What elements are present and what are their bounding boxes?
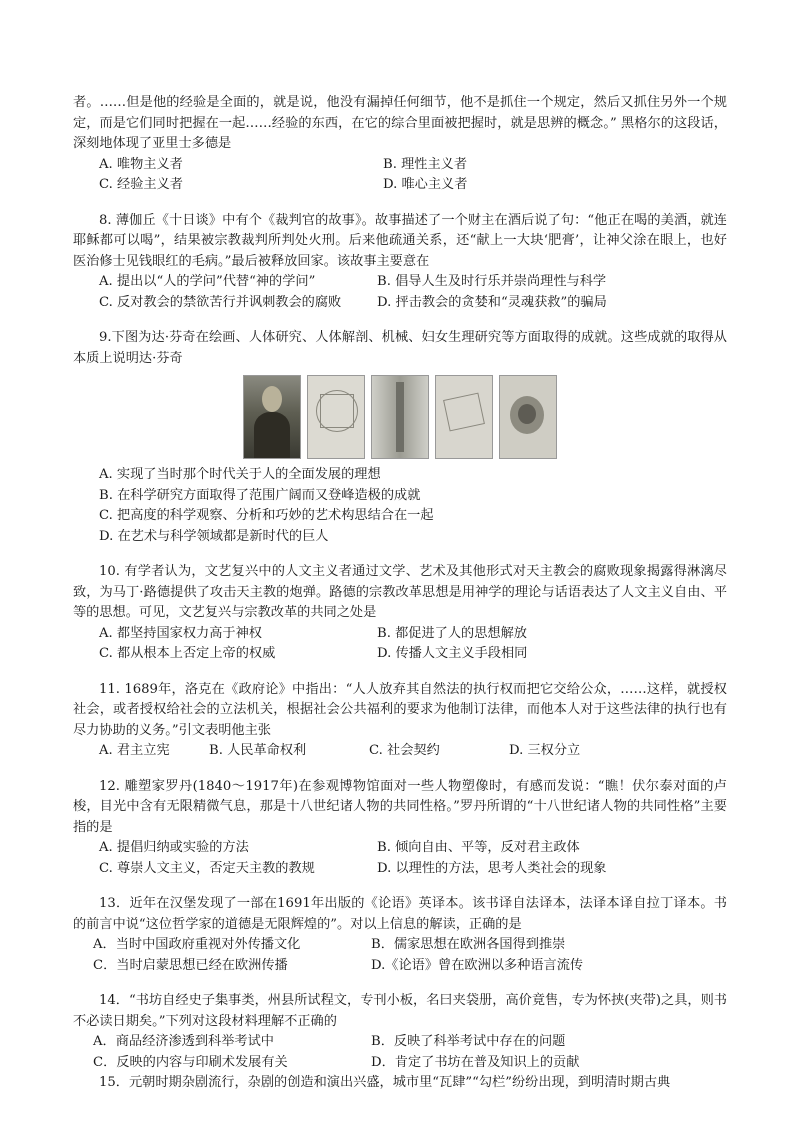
question-13 — [73, 894, 727, 976]
option-a[interactable]: A. 君主立宪 — [99, 743, 170, 758]
option-c[interactable]: C．反映的内容与印刷术发展有关 — [93, 1054, 288, 1070]
option-c[interactable]: C. 都从根本上否定上帝的权威 — [99, 646, 276, 661]
question-stem: 15．元朝时期杂剧流行，杂剧的创造和演出兴盛，城市里“瓦肆”“勾栏”纷纷出现，到明清时期古典 — [99, 1075, 671, 1090]
option-a[interactable]: A. 提出以“人的学问”代替“神的学问” — [99, 274, 316, 289]
anatomy-image — [371, 375, 429, 459]
option-b[interactable]: B. 在科学研究方面取得了范围广阔而又登峰造极的成就 — [99, 487, 421, 503]
option-c[interactable]: C. 尊崇人文主义，否定天主教的教规 — [99, 860, 315, 876]
option-d[interactable]: D. 在艺术与科学领域都是新时代的巨人 — [99, 528, 329, 544]
question-stem: 9.下图为达·芬奇在绘画、人体研究、人体解剖、机械、妇女生理研究等方面取得的成就。这些成就的取得从本质上说明达·芬奇 — [73, 330, 727, 366]
option-c[interactable]: C. 把高度的科学观察、分析和巧妙的艺术构思结合在一起 — [99, 508, 434, 523]
option-d[interactable]: D. 唯心主义者 — [383, 177, 468, 192]
options — [99, 838, 727, 879]
question-stem: 8. 薄伽丘《十日谈》中有个《裁判官的故事》。故事描述了一个财主在酒后说了句：“他正在喝的美酒，就连耶稣都可以喝”，结果被宗教裁判所判处火刑。后来他疏通关系，还“献上一大块‘肥膏’，让神父涂在眼上，也好医治修士见钱眼红的毛病。”最后被释放回家。该故事主要意在 — [73, 212, 727, 269]
question-8 — [73, 211, 727, 314]
option-d[interactable]: D. 传播人文主义手段相同 — [377, 646, 528, 661]
question-stem: 14．“书坊自经史子集事类，州县所试程文，专刊小板，名曰夹袋册，高价竟售，专为怀挟(夹带)之具，则书不必读日期矣。”下列对这段材料理解不正确的 — [73, 993, 727, 1029]
option-b[interactable]: B. 人民革命权利 — [209, 743, 307, 758]
question-stem: 11. 1689年，洛克在《政府论》中指出：“人人放弃其自然法的执行权而把它交给公众，……这样，就授权社会，或者授权给社会的立法机关，根据社会公共福利的要求为他制订法律，而他本人对于这些法律的执行也有尽力协助的义务。”引文表明他主张 — [73, 681, 727, 738]
question-stem: 者。……但是他的经验是全面的，就是说，他没有漏掉任何细节，他不是抓住一个规定，然后又抓住另外一个规定，而是它们同时把握在一起……经验的东西，在它的综合里面被把握时，就是思辨的概念。” 黑格尔的这段话，深刻地体现了亚里士多德是 — [73, 95, 727, 151]
vitruvian-man-image — [307, 375, 365, 459]
options — [93, 935, 727, 976]
exam-page — [73, 93, 727, 1094]
davinci-image-strip — [73, 375, 727, 459]
mona-lisa-image — [243, 375, 301, 459]
option-d[interactable]: D. 以理性的方法，思考人类社会的现象 — [377, 860, 607, 876]
question-stem: 10. 有学者认为，文艺复兴中的人文主义者通过文学、艺术及其他形式对天主教会的腐败现象揭露得淋漓尽致，为马丁·路德提供了攻击天主教的炮弹。路德的宗教改革思想是用神学的理论与话语表达了人文主义自由、平等的思想。可见，文艺复兴与宗教改革的共同之处是 — [73, 564, 727, 620]
option-a[interactable]: A. 提倡归纳或实验的方法 — [99, 840, 249, 855]
options — [99, 155, 727, 196]
question-stem: 12. 雕塑家罗丹(1840～1917年)在参观博物馆面对一些人物塑像时，有感而发说：“瞧！伏尔泰对面的卢梭，目光中含有无限精微气息，那是十八世纪诸人物的共同性格。”罗丹所谓的“十八世纪诸人物的共同性格”主要指的是 — [73, 778, 727, 835]
option-b[interactable]: B. 倾向自由、平等，反对君主政体 — [377, 840, 580, 855]
option-d[interactable]: D．肯定了书坊在普及知识上的贡献 — [371, 1054, 580, 1070]
options — [99, 624, 727, 665]
question-stem: 13．近年在汉堡发现了一部在1691年出版的《论语》英译本。该书译自法译本，法译本译自拉丁译本。书的前言中说“这位哲学家的道德是无限辉煌的”。对以上信息的解读，正确的是 — [73, 896, 727, 932]
options — [99, 465, 727, 547]
options — [99, 741, 727, 762]
option-b[interactable]: B. 都促进了人的思想解放 — [377, 625, 527, 641]
fetus-study-image — [499, 375, 557, 459]
machine-sketch-image — [435, 375, 493, 459]
question-15 — [73, 1073, 727, 1094]
option-a[interactable]: A. 都坚持国家权力高于神权 — [99, 625, 262, 641]
question-7 — [73, 93, 727, 196]
option-a[interactable]: A. 实现了当时那个时代关于人的全面发展的理想 — [99, 467, 381, 482]
question-11 — [73, 680, 727, 762]
option-a[interactable]: A. 唯物主义者 — [99, 156, 183, 172]
option-d[interactable]: D.《论语》曾在欧洲以多种语言流传 — [371, 957, 584, 973]
option-c[interactable]: C. 经验主义者 — [99, 177, 183, 192]
question-12 — [73, 777, 727, 880]
option-b[interactable]: B．儒家思想在欧洲各国得到推崇 — [371, 937, 566, 952]
option-a[interactable]: A．商品经济渗透到科举考试中 — [93, 1034, 274, 1049]
option-c[interactable]: C. 社会契约 — [369, 743, 440, 758]
option-b[interactable]: B. 倡导人生及时行乐并崇尚理性与科学 — [377, 274, 607, 289]
option-c[interactable]: C. 反对教会的禁欲苦行并讽刺教会的腐败 — [99, 294, 342, 310]
option-d[interactable]: D. 抨击教会的贪婪和“灵魂获救”的骗局 — [377, 294, 607, 310]
option-c[interactable]: C．当时启蒙思想已经在欧洲传播 — [93, 957, 288, 973]
option-d[interactable]: D. 三权分立 — [509, 743, 581, 758]
option-b[interactable]: B．反映了科举考试中存在的问题 — [371, 1034, 566, 1049]
options — [93, 1032, 727, 1073]
question-9 — [73, 328, 727, 547]
options — [99, 272, 727, 313]
option-b[interactable]: B. 理性主义者 — [383, 156, 468, 172]
question-10 — [73, 562, 727, 665]
question-14 — [73, 991, 727, 1073]
option-a[interactable]: A．当时中国政府重视对外传播文化 — [93, 937, 301, 952]
